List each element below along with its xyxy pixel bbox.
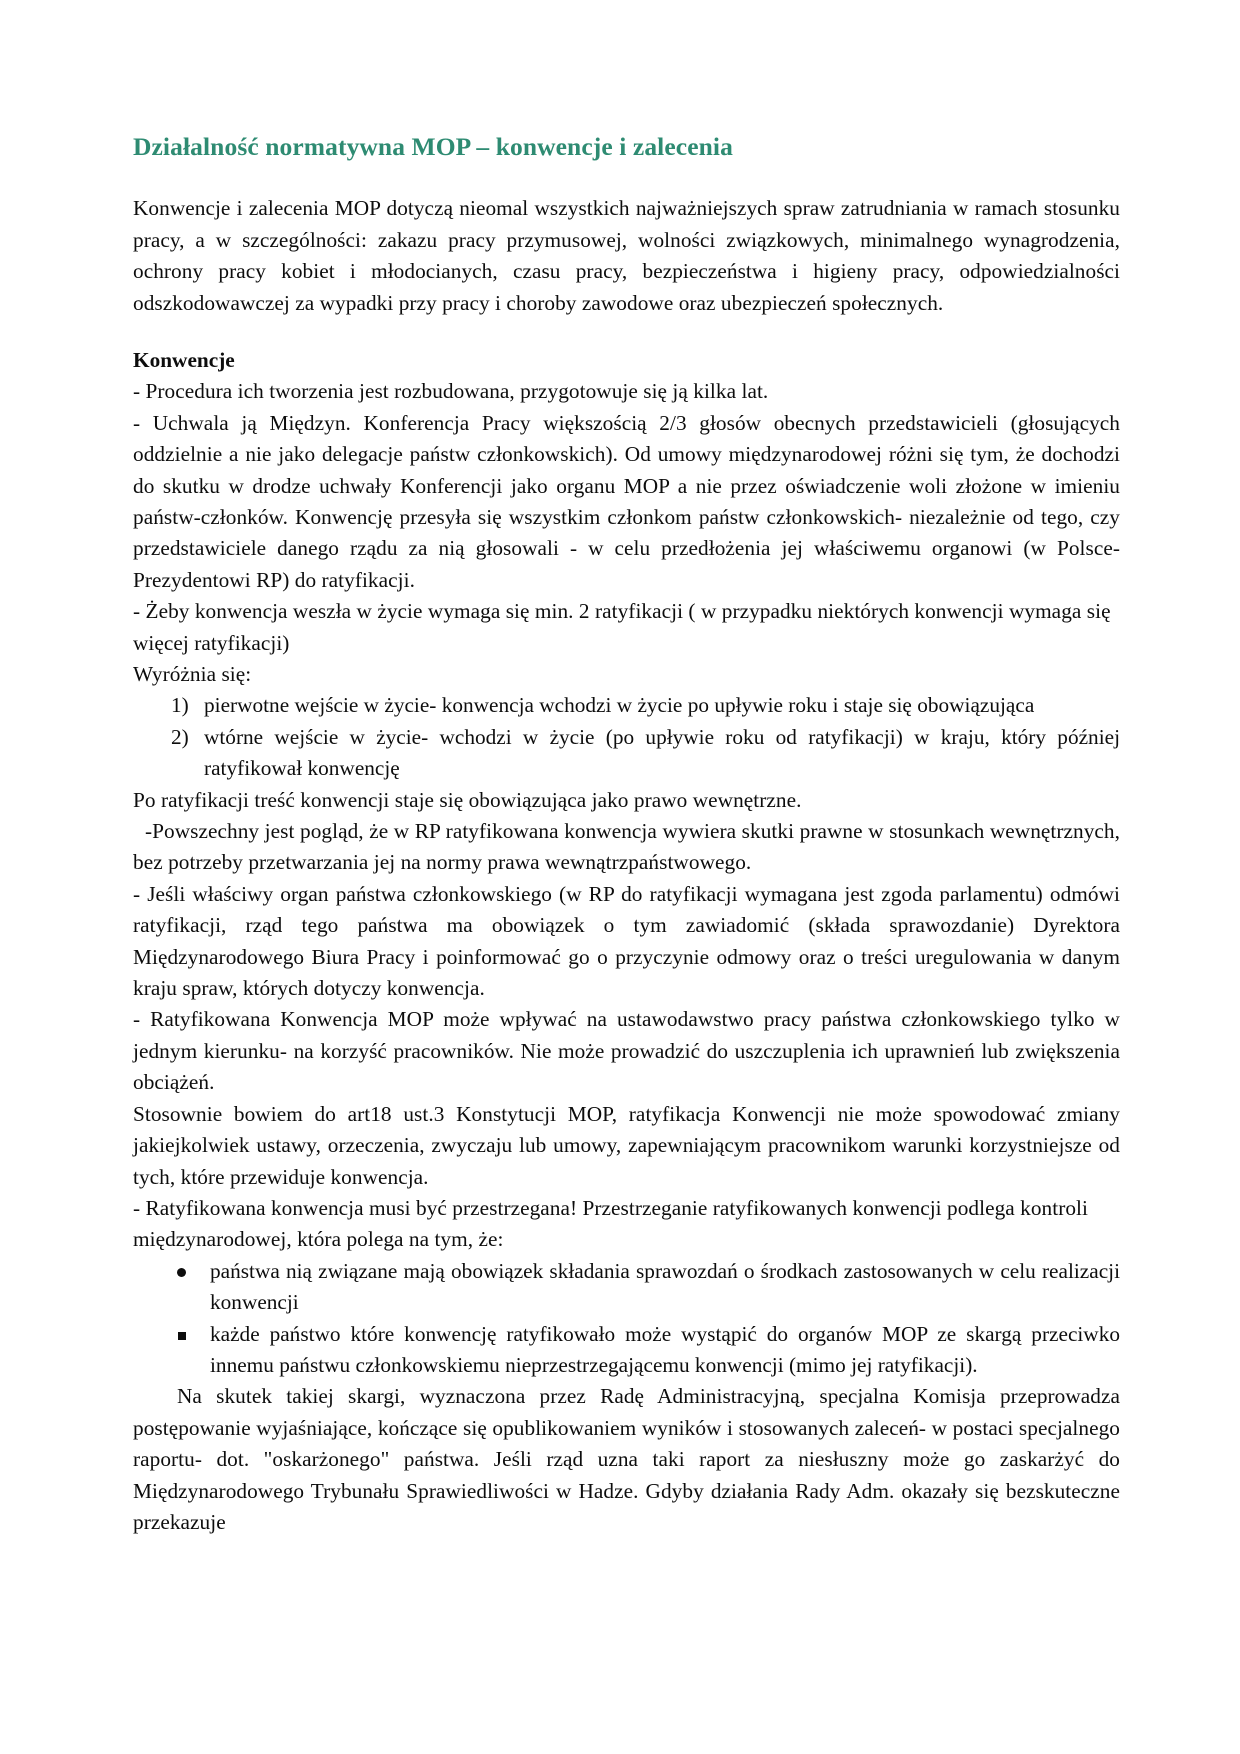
dash-item-6: - Ratyfikowana Konwencja MOP może wpływać na ustawodawstwo pracy państwa członkowskiego tylko w jednym kierunku- na korzyść pracowników. Nie może prowadzić do uszczuplenia ich uprawnień lub zwiększenia obciążeń. bbox=[133, 1007, 1120, 1095]
bullet-square-icon bbox=[178, 1332, 186, 1340]
bullet-list bbox=[133, 1256, 1120, 1382]
list-marker: 1) bbox=[171, 693, 189, 718]
list-item bbox=[133, 722, 1120, 785]
list-item-text: każde państwo które konwencję ratyfikowało może wystąpić do organów MOP ze skargą przeciwko innemu państwu członkowskiemu nieprzestrzegającemu konwencji (mimo jej ratyfikacji). bbox=[210, 1321, 1120, 1377]
list-item-text: pierwotne wejście w życie- konwencja wchodzi w życie po upływie roku i staje się obowiązująca bbox=[204, 693, 1035, 718]
list-item-text: wtórne wejście w życie- wchodzi w życie (po upływie roku od ratyfikacji) w kraju, który później ratyfikował konwencję bbox=[204, 724, 1120, 781]
intro-paragraph: Konwencje i zalecenia MOP dotyczą nieomal wszystkich najważniejszych spraw zatrudniania w ramach stosunku pracy, a w szczególności: zakazu pracy przymusowej, wolności związkowych, minimalnego wynagrodzenia, ochrony pracy kobiet i młodocianych, czasu pracy, bezpieczeństwa i higieny pracy, odpowiedzialności odszkodowawczej za wypadki przy pracy i choroby zawodowe oraz ubezpieczeń społecznych. bbox=[133, 196, 1120, 315]
dash-item-2: - Uchwala ją Międzyn. Konferencja Pracy większością 2/3 głosów obecnych przedstawicieli (głosujących oddzielnie a nie jako delegacje państw członkowskich). Od umowy międzynarodowej różni się tym, że dochodzi do skutku w drodze uchwały Konferencji jako organu MOP a nie przez oświadczenie woli złożone w imieniu państw-członków. Konwencję przesyła się wszystkim członkom państw członkowskich- niezależnie od tego, czy przedstawiciele danego rządu za nią głosowali - w celu przedłożenia jej właściwemu organowi (w Polsce- Prezydentowi RP) do ratyfikacji. bbox=[133, 410, 1120, 592]
list-item bbox=[133, 690, 1120, 721]
dash-item-4: -Powszechny jest pogląd, że w RP ratyfikowana konwencja wywiera skutki prawne w stosunkach wewnętrznych, bez potrzeby przetwarzania jej na normy prawa wewnątrzpaństwowego. bbox=[133, 819, 1120, 875]
list-item bbox=[133, 1319, 1120, 1382]
list-marker: 2) bbox=[171, 724, 189, 749]
dash-item-5: - Jeśli właściwy organ państwa członkowskiego (w RP do ratyfikacji wymagana jest zgoda parlamentu) odmówi ratyfikacji, rząd tego państwa ma obowiązek o tym zawiadomić (składa sprawozdanie) Dyrektora Międzynarodowego Biura Pracy i poinformować go o przyczynie odmowy oraz o treści uregulowania w danym kraju spraw, których dotyczy konwencja. bbox=[133, 881, 1120, 1001]
list-item-text: państwa nią związane mają obowiązek składania sprawozdań o środkach zastosowanych w celu realizacji konwencji bbox=[210, 1258, 1120, 1315]
dash-item-7: - Ratyfikowana konwencja musi być przestrzegana! Przestrzeganie ratyfikowanych konwencji podlega kontroli międzynarodowej, która polega na tym, że: bbox=[133, 1195, 1088, 1252]
after-list-paragraph: Po ratyfikacji treść konwencji staje się obowiązująca jako prawo wewnętrzne. bbox=[133, 787, 802, 812]
numbered-list bbox=[133, 690, 1120, 784]
section-heading-konwencje: Konwencje bbox=[133, 347, 235, 372]
closing-paragraph: Na skutek takiej skargi, wyznaczona przez Radę Administracyjną, specjalna Komisja przeprowadza postępowanie wyjaśniające, kończące się opublikowaniem wyników i stosowanych zaleceń- w postaci specjalnego raportu- dot. "oskarżonego" państwa. Jeśli rząd uzna taki raport za niesłuszny może go zaskarżyć do Międzynarodowego Trybunału Sprawiedliwości w Hadze. Gdyby działania Rady Adm. okazały się bezskuteczne przekazuje bbox=[133, 1384, 1120, 1534]
dash-item-3: - Żeby konwencja weszła w życie wymaga się min. 2 ratyfikacji ( w przypadku niektórych konwencji wymaga się więcej ratyfikacji) bbox=[133, 599, 1111, 655]
page-title: Działalność normatywna MOP – konwencje i zalecenia bbox=[133, 132, 733, 161]
bullet-dot-icon bbox=[177, 1268, 186, 1277]
stosownie-paragraph: Stosownie bowiem do art18 ust.3 Konstytucji MOP, ratyfikacja Konwencji nie może spowodować zmiany jakiejkolwiek ustawy, orzeczenia, zwyczaju lub umowy, zapewniającym pracownikom warunki korzystniejsze od tych, które przewiduje konwencja. bbox=[133, 1101, 1120, 1189]
list-item bbox=[133, 1256, 1120, 1319]
paragraph-spacer bbox=[133, 319, 1120, 345]
wyroznia-label: Wyróżnia się: bbox=[133, 662, 252, 686]
dash-item-1: - Procedura ich tworzenia jest rozbudowana, przygotowuje się ją kilka lat. bbox=[133, 379, 769, 404]
